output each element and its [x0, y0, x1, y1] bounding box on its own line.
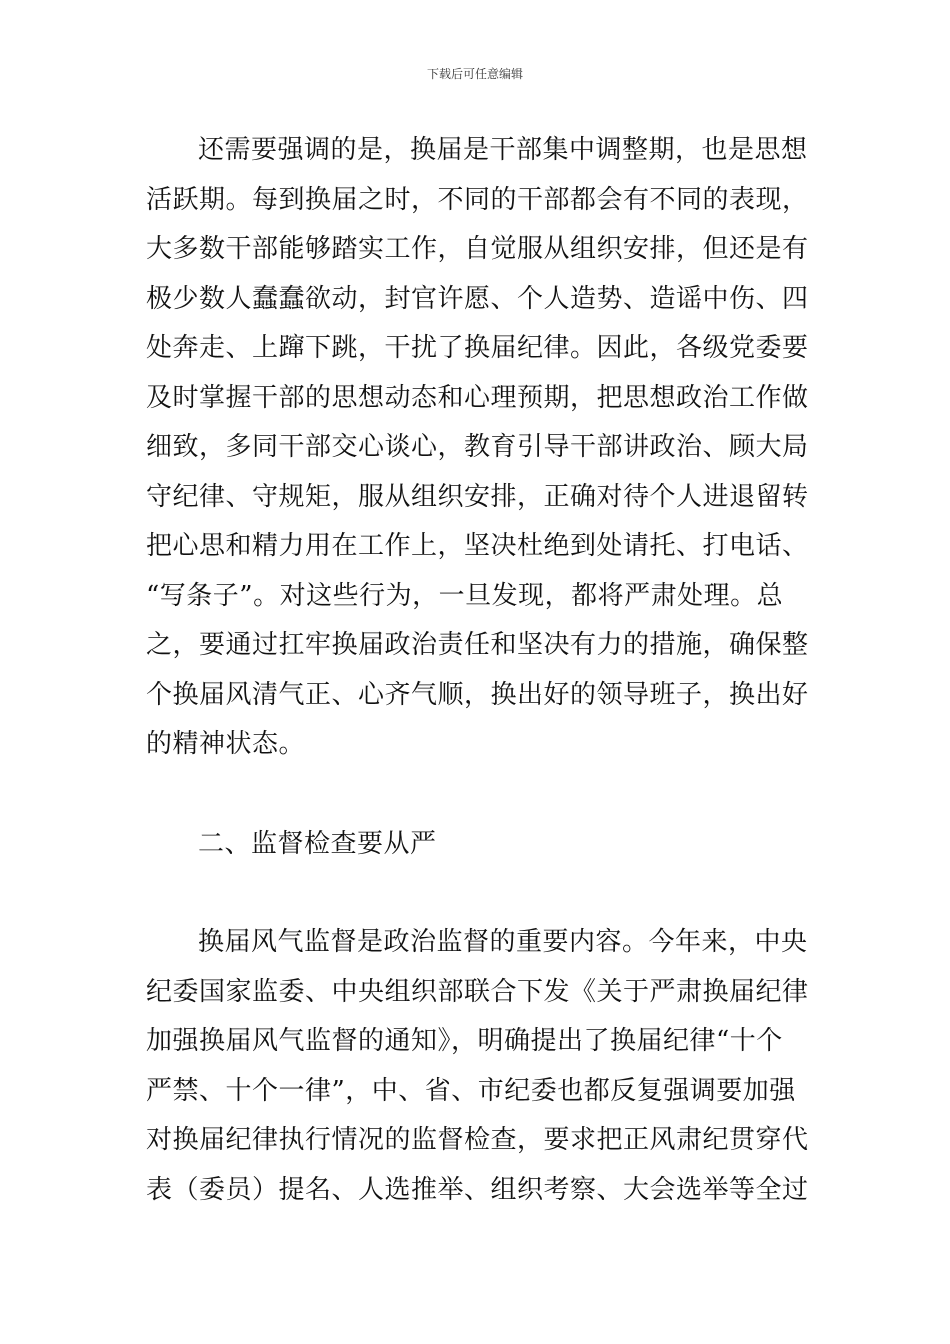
- text-line: 换届风气监督是政治监督的重要内容。今年来，中央: [198, 927, 808, 957]
- text-line: 严禁、十个一律”，中、省、市纪委也都反复强调要加强: [146, 1075, 796, 1106]
- text-line: 极少数人蠢蠢欲动，封官许愿、个人造势、造谣中伤、四: [146, 283, 809, 314]
- text-line: 纪委国家监委、中央组织部联合下发《关于严肃换届纪律: [146, 976, 809, 1007]
- text-line: 守纪律、守规矩，服从组织安排，正确对待个人进退留转: [146, 481, 809, 512]
- text-line: 之，要通过扛牢换届政治责任和坚决有力的措施，确保整: [146, 630, 809, 660]
- text-line: 及时掌握干部的思想动态和心理预期，把思想政治工作做: [146, 382, 809, 413]
- paragraph-1: [146, 126, 816, 770]
- section-heading-text: 二、监督检查要从严: [198, 829, 437, 859]
- text-line: 处奔走、上蹿下跳，干扰了换届纪律。因此，各级党委要: [146, 333, 809, 363]
- text-line: 把心思和精力用在工作上，坚决杜绝到处请托、打电话、: [146, 531, 809, 561]
- text-line: 活跃期。每到换届之时，不同的干部都会有不同的表现，: [146, 184, 809, 215]
- text-line: 表（委员）提名、人选推举、组织考察、大会选举等全过: [146, 1174, 809, 1205]
- text-line: 的精神状态。: [146, 729, 306, 759]
- text-line: “写条子”。对这些行为，一旦发现，都将严肃处理。总: [146, 580, 784, 611]
- text-line: 个换届风清气正、心齐气顺，换出好的领导班子，换出好: [146, 679, 809, 710]
- text-line: 大多数干部能够踏实工作，自觉服从组织安排，但还是有: [146, 234, 809, 264]
- text-line: 还需要强调的是，换届是干部集中调整期，也是思想: [198, 135, 808, 165]
- paragraph-2: [146, 918, 816, 1215]
- text-line: 对换届纪律执行情况的监督检查，要求把正风肃纪贯穿代: [146, 1125, 809, 1155]
- section-heading: [146, 820, 816, 870]
- text-line: 加强换届风气监督的通知》，明确提出了换届纪律“十个: [146, 1026, 783, 1056]
- page-header: 下载后可任意编辑: [426, 67, 523, 81]
- text-line: 细致，多同干部交心谈心，教育引导干部讲政治、顾大局: [146, 432, 809, 462]
